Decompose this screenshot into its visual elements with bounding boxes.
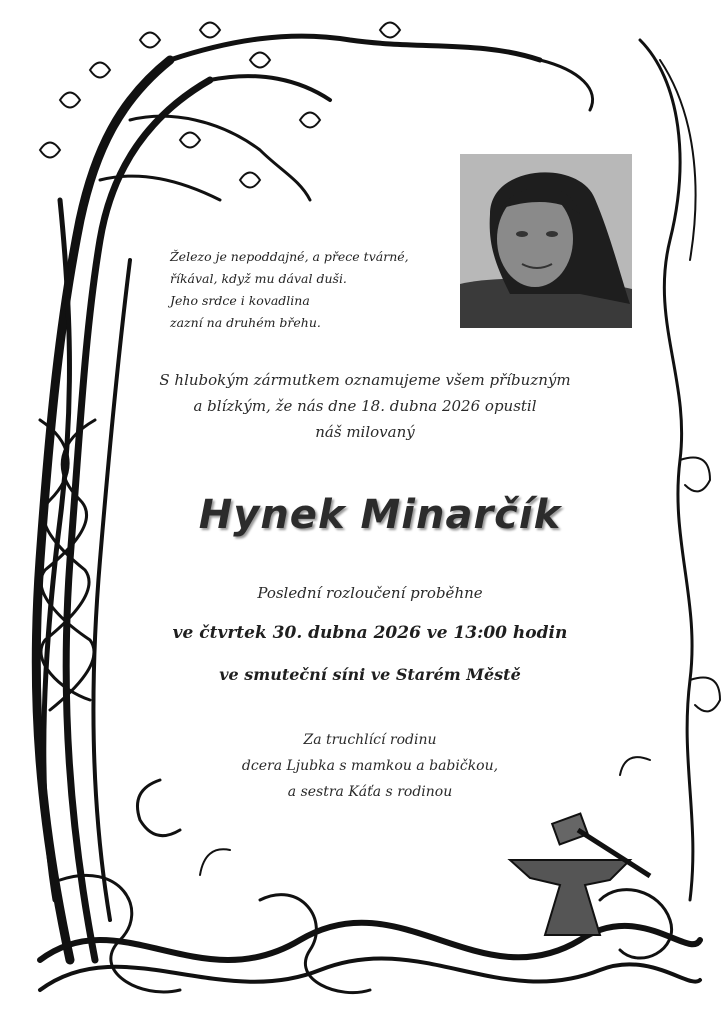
quote-line: Jeho srdce i kovadlina [170,293,310,308]
portrait-photo [460,154,632,328]
funeral-date: ve čtvrtek 30. dubna 2026 ve 13:00 hodin [172,623,568,643]
deceased-name: Hynek Minarčík [198,492,562,538]
quote-line: říkával, když mu dával duši. [170,271,347,286]
announcement [110,367,620,445]
family-signature [170,727,570,805]
hammer-and-anvil-drawing [510,814,650,935]
funeral-place: ve smuteční síni ve Starém Městě [219,665,521,684]
quote-line: zazní na druhém břehu. [170,315,321,330]
quote [170,246,460,334]
family-line: Za truchlící rodinu [303,732,437,748]
funeral-intro: Poslední rozloučení proběhne [257,584,483,602]
quote-line: Železo je nepoddajné, a přece tvárné, [170,249,409,264]
announcement-line: náš milovaný [315,423,415,441]
family-line: a sestra Káťa s rodinou [287,784,453,800]
family-line: dcera Ljubka s mamkou a babičkou, [241,758,499,774]
announcement-line: a blízkým, že nás dne 18. dubna 2026 opustil [193,397,537,415]
announcement-line: S hlubokým zármutkem oznamujeme všem příbuzným [159,371,571,389]
portrait-photo-icon [460,154,632,328]
